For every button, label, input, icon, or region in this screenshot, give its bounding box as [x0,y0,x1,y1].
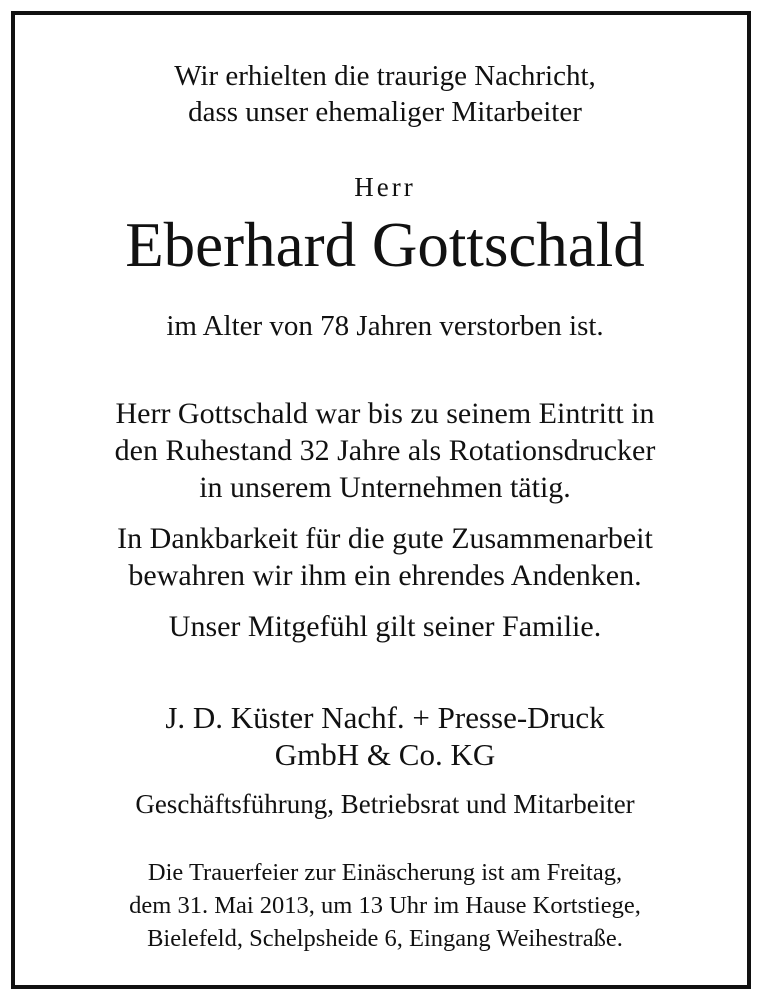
gratitude-line-2: bewahren wir ihm ein ehrendes Andenken. [128,559,642,592]
obituary-notice [11,11,751,989]
intro-line-1: Wir erhielten die traurige Nachricht, [174,60,596,92]
career-line-3: in unserem Unternehmen tätig. [199,471,571,504]
sympathy-line: Unser Mitgefühl gilt seiner Familie. [168,610,602,643]
career-line-1: Herr Gottschald war bis zu seinem Eintritt in [115,397,655,430]
age-line: im Alter von 78 Jahren verstorben ist. [166,310,604,342]
honorific: Herr [354,172,416,202]
deceased-name: Eberhard Gottschald [125,210,645,280]
service-line-2: dem 31. Mai 2013, um 13 Uhr im Hause Kortstiege, [129,892,641,919]
company-line-1: J. D. Küster Nachf. + Presse-Druck [165,700,605,735]
signers-line: Geschäftsführung, Betriebsrat und Mitarbeiter [135,789,635,819]
gratitude-line-1: In Dankbarkeit für die gute Zusammenarbeit [117,522,653,555]
intro-line-2: dass unser ehemaliger Mitarbeiter [188,96,582,128]
career-line-2: den Ruhestand 32 Jahre als Rotationsdrucker [114,434,656,467]
service-line-3: Bielefeld, Schelpsheide 6, Eingang Weihestraße. [147,925,623,952]
company-line-2: GmbH & Co. KG [274,737,496,772]
service-line-1: Die Trauerfeier zur Einäscherung ist am Freitag, [147,859,623,886]
